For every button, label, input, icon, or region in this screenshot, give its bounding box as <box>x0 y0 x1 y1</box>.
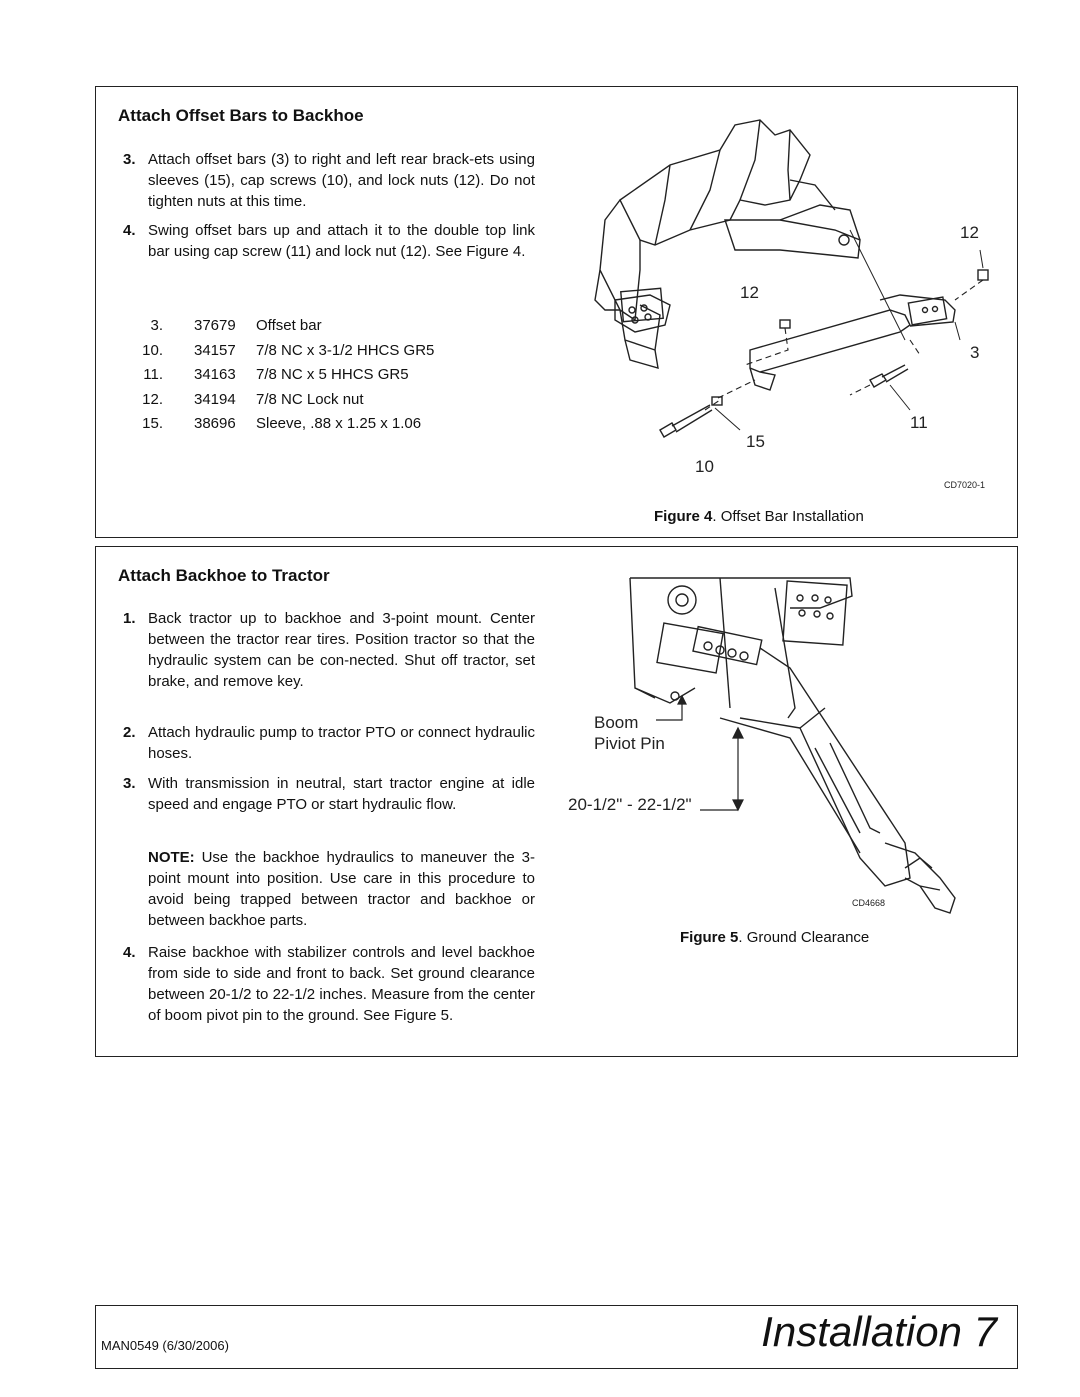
callout-3: 3 <box>970 343 980 362</box>
caption-label: Figure 5 <box>680 929 739 946</box>
part-item: 11. <box>143 366 163 383</box>
step-4-attach <box>123 942 535 1026</box>
step-text: Attach offset bars (3) to right and left rear brack-ets using sleeves (15), cap screws (10), and lock nuts (12). Do not tighten nuts at this time. <box>148 151 535 210</box>
label-boom: Boom <box>594 713 639 732</box>
callout-12-right: 12 <box>960 223 979 242</box>
step-text: With transmission in neutral, start tractor engine at idle speed and engage PTO or start hydraulic flow. <box>148 775 535 813</box>
caption-label: Figure 4 <box>654 508 713 525</box>
part-description: 7/8 NC x 3-1/2 HHCS GR5 <box>256 341 435 359</box>
safety-note <box>148 847 535 931</box>
callout-15: 15 <box>746 432 765 451</box>
step-number: 1. <box>123 610 136 627</box>
part-number: 34157 <box>194 341 236 359</box>
label-pivot-pin: Piviot Pin <box>594 734 665 753</box>
step-text: Back tractor up to backhoe and 3-point mount. Center between the tractor rear tires. Position tractor so that the hydraulic system can be con-nected. Shut off tractor, set brake, and remove key. <box>148 610 535 690</box>
part-description: Offset bar <box>256 317 322 334</box>
step-3-attach <box>123 773 535 815</box>
part-number: 34194 <box>194 390 236 408</box>
note-text: Use the backhoe hydraulics to maneuver the 3-point mount into position. Use care in this procedure to avoid being trapped between tractor and backhoe or between backhoe parts. <box>148 849 535 929</box>
page-footer <box>95 1305 1018 1369</box>
part-item: 15. <box>142 415 163 432</box>
step-text: Attach hydraulic pump to tractor PTO or connect hydraulic hoses. <box>148 724 535 762</box>
page-title: Installation 7 <box>761 1308 997 1355</box>
part-number: 34163 <box>194 366 236 383</box>
step-number: 4. <box>123 944 136 961</box>
part-number: 38696 <box>194 415 236 432</box>
caption-text: . Offset Bar Installation <box>712 508 864 525</box>
callout-10: 10 <box>695 457 714 476</box>
part-item: 10. <box>142 341 163 359</box>
step-4-offset <box>123 220 535 262</box>
section-heading-offset-bars: Attach Offset Bars to Backhoe <box>118 106 364 125</box>
step-text: Raise backhoe with stabilizer controls and level backhoe from side to side and front to back. Set ground clearance between 20-1/2 to 22-1/2 inches. Measure from the center of boom pivot pin to the ground. See Figure 5. <box>148 944 535 1024</box>
part-item: 12. <box>142 390 163 408</box>
step-text: Swing offset bars up and attach it to the double top link bar using cap screw (11) and lock nut (12). See Figure 4. <box>148 222 535 260</box>
figure-4-caption <box>654 508 864 525</box>
step-number: 4. <box>123 222 136 239</box>
figure-code: CD7020-1 <box>944 480 986 490</box>
step-number: 3. <box>123 151 136 168</box>
label-clearance-dimension: 20-1/2" - 22-1/2" <box>568 795 692 814</box>
step-3-offset <box>123 149 535 212</box>
part-item: 3. <box>150 317 163 334</box>
section-heading-attach-backhoe: Attach Backhoe to Tractor <box>118 566 330 585</box>
step-2-attach <box>123 722 535 764</box>
figure-5-caption <box>680 929 869 946</box>
part-description: 7/8 NC x 5 HHCS GR5 <box>256 366 409 383</box>
note-label: NOTE: <box>148 849 195 866</box>
manual-code: MAN0549 (6/30/2006) <box>101 1338 229 1353</box>
callout-11: 11 <box>910 413 928 432</box>
part-description: Sleeve, .88 x 1.25 x 1.06 <box>256 415 422 432</box>
offset-bar-installation-figure <box>560 110 1000 500</box>
part-number: 37679 <box>194 317 236 334</box>
part-description: 7/8 NC Lock nut <box>256 390 364 408</box>
step-number: 2. <box>123 724 136 741</box>
callout-12-center: 12 <box>740 283 759 302</box>
step-1-attach <box>123 608 535 692</box>
ground-clearance-figure <box>560 568 980 923</box>
step-number: 3. <box>123 775 136 792</box>
figure-code: CD4668 <box>852 898 886 908</box>
caption-text: . Ground Clearance <box>738 929 870 946</box>
